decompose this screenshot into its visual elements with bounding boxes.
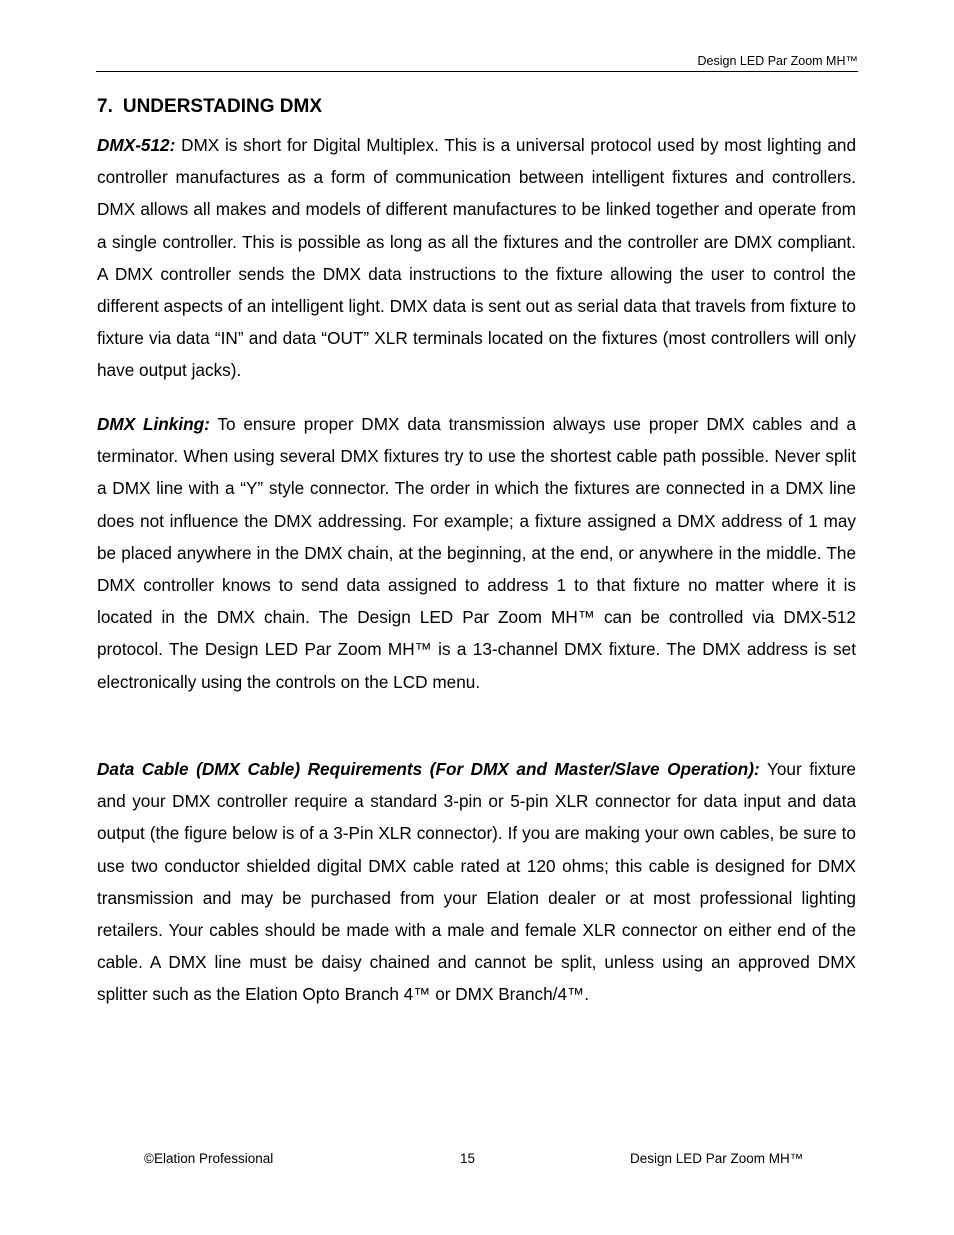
paragraph-data-cable-requirements (97, 753, 856, 1011)
section-number: 7. (97, 96, 113, 117)
footer-copyright: ©Elation Professional (144, 1151, 274, 1166)
page-footer (0, 1151, 954, 1171)
paragraph-term: DMX Linking: (97, 414, 210, 434)
footer-product-name: Design LED Par Zoom MH™ (630, 1151, 804, 1166)
paragraph-text: To ensure proper DMX data transmission always use proper DMX cables and a terminator. When using several DMX fixtures try to use the shortest cable path possible. Never split a DMX line with a “Y” style connector. The order in which the fixtures are connected in a DMX line does not influence the DMX addressing. For example; a fixture assigned a DMX address of 1 may be placed anywhere in the DMX chain, at the beginning, at the end, or anywhere in the middle. The DMX controller knows to send data assigned to address 1 to that fixture no matter where it is located in the DMX chain. The Design LED Par Zoom MH™ can be controlled via DMX-512 protocol. The Design LED Par Zoom MH™ is a 13-channel DMX fixture. The DMX address is set electronically using the controls on the LCD menu. (97, 414, 856, 692)
paragraph-dmx-linking (97, 408, 856, 698)
paragraph-text: DMX is short for Digital Multiplex. This is a universal protocol used by most lighting and controller manufactures as a form of communication between intelligent fixtures and controllers. DMX allows all makes and models of different manufactures to be linked together and operate from a single controller. This is possible as long as all the fixtures and the controller are DMX compliant. A DMX controller sends the DMX data instructions to the fixture allowing the user to control the different aspects of an intelligent light. DMX data is sent out as serial data that travels from fixture to fixture via data “IN” and data “OUT” XLR terminals located on the fixtures (most controllers will only have output jacks). (97, 135, 856, 381)
page-header (96, 50, 858, 72)
section-heading (97, 96, 322, 118)
paragraph-term: DMX-512: (97, 135, 176, 155)
paragraph-dmx-512 (97, 129, 856, 387)
section-title: UNDERSTADING DMX (122, 96, 323, 117)
header-title: Design LED Par Zoom MH™ (697, 54, 858, 68)
paragraph-term: Data Cable (DMX Cable) Requirements (For DMX and Master/Slave Operation): (97, 759, 760, 779)
footer-page-number: 15 (460, 1151, 476, 1166)
paragraph-text: Your fixture and your DMX controller require a standard 3-pin or 5-pin XLR connector for data input and data output (the figure below is of a 3-Pin XLR connector). If you are making your own cables, be sure to use two conductor shielded digital DMX cable rated at 120 ohms; this cable is designed for DMX transmission and may be purchased from your Elation dealer or at most professional lighting retailers. Your cables should be made with a male and female XLR connector on either end of the cable. A DMX line must be daisy chained and cannot be split, unless using an approved DMX splitter such as the Elation Opto Branch 4™ or DMX Branch/4™. (97, 759, 856, 1005)
